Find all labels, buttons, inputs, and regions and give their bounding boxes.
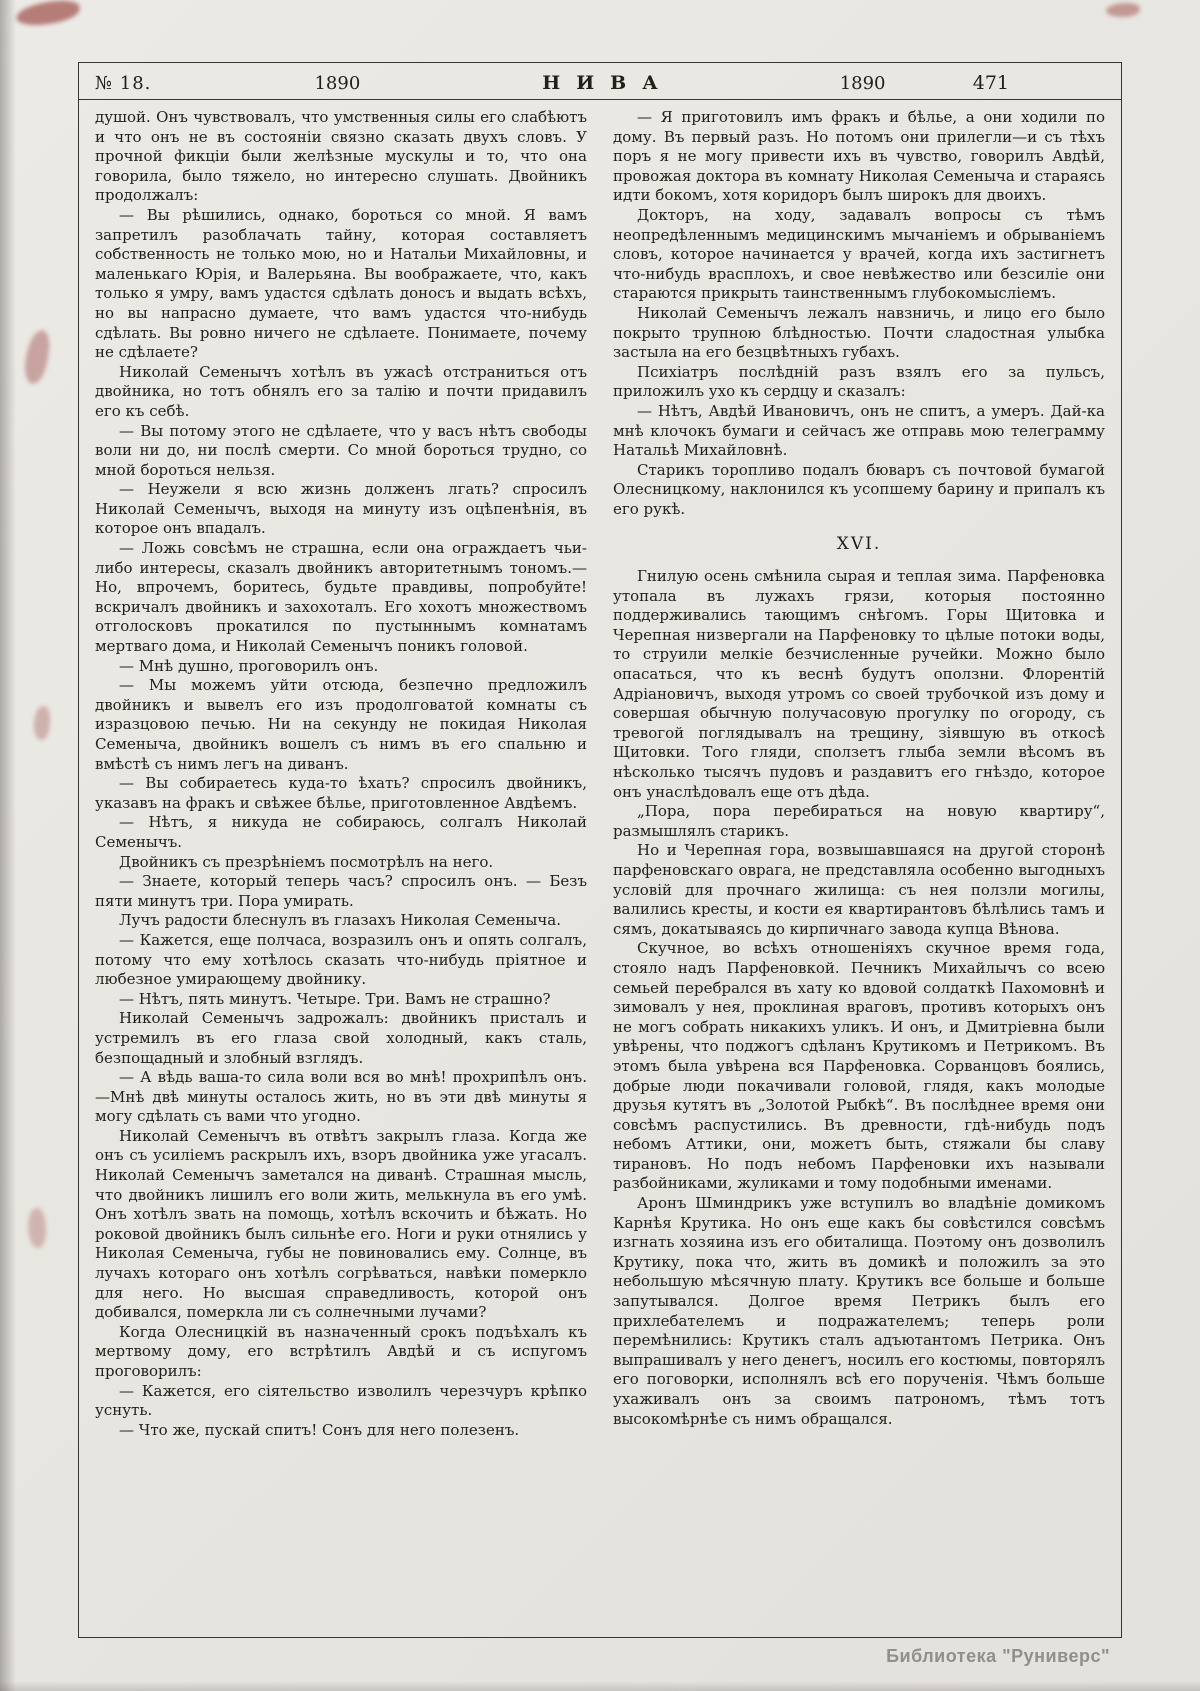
paragraph: Николай Семенычъ задрожалъ: двойникъ присталъ и устремилъ въ его глаза свой холодный, какъ сталь, безпощадный и злобный взглядъ.	[95, 1009, 587, 1067]
paragraph: — Нѣтъ, я никуда не собираюсь, солгалъ Николай Семенычъ.	[95, 813, 587, 851]
paragraph: — Кажется, его сіятельство изволилъ черезчуръ крѣпко уснуть.	[95, 1381, 587, 1420]
ink-stain-artifact	[34, 706, 50, 740]
year-right: 1890	[839, 73, 886, 94]
paragraph: — Что же, пускай спитъ! Сонъ для него полезенъ.	[119, 1420, 520, 1439]
text-columns	[79, 100, 1121, 1620]
paragraph: — Нѣтъ, пять минутъ. Четыре. Три. Вамъ не страшно?	[119, 989, 551, 1008]
paragraph: Николай Семенычъ лежалъ навзничь, и лицо его было покрыто трупною блѣдностью. Почти сладостная улыбка застыла на его безцвѣтныхъ губахъ.	[613, 303, 1105, 362]
section-heading: XVI.	[836, 534, 882, 555]
right-column-top	[613, 108, 1105, 519]
masthead-title: НИВА	[542, 72, 674, 94]
paragraph: — Мы можемъ уйти отсюда, безпечно предложилъ двойникъ и вывелъ его изъ продолговатой комнаты съ изразцовою печью. Ни на секунду не покидая Николая Семеныча, двойникъ вошелъ съ нимъ въ его спальню и вмѣстѣ съ нимъ легъ на диванъ.	[95, 676, 587, 773]
ink-stain-artifact	[26, 1207, 48, 1249]
paragraph: Николай Семенычъ хотѣлъ въ ужасѣ отстраниться отъ двойника, но тотъ обнялъ его за талію и почти придавилъ его къ себѣ.	[95, 362, 587, 420]
left-column	[95, 108, 587, 1620]
library-watermark: Библиотека "Руниверс"	[886, 1646, 1110, 1666]
paragraph: Двойникъ съ презрѣніемъ посмотрѣлъ на него.	[119, 852, 494, 871]
paragraph: — Знаете, который теперь часъ? спросилъ онъ. — Безъ пяти минутъ три. Пора умирать.	[95, 872, 587, 910]
paragraph: душой. Онъ чувствовалъ, что умственныя силы его слабѣютъ и что онъ не въ состояніи связно сказать двухъ словъ. У прочной фикціи были желѣзные мускулы и то, что она говорила, было тяжело, но интересно слушать. Двойникъ продолжалъ:	[95, 108, 587, 205]
paragraph: Старикъ торопливо подалъ бюваръ съ почтовой бумагой Олесницкому, наклонился къ усопшему барину и припалъ къ его рукѣ.	[613, 460, 1105, 518]
paragraph: — Вы рѣшились, однако, бороться со мной. Я вамъ запретилъ разоблачать тайну, которая составляетъ собственность не только мою, но и Натальи Михайловны, и маленькаго Юрія, и Валерьяна. Вы воображаете, что, какъ только я умру, вамъ удастся сдѣлать доносъ и выдать всѣхъ, но вы напрасно думаете, что вамъ удастся что-нибудь сдѣлать. Вы ровно ничего не сдѣлаете. Понимаете, почему не сдѣлаете?	[95, 205, 587, 362]
paragraph: — Я приготовилъ имъ фракъ и бѣлье, а они ходили по дому. Въ первый разъ. Но потомъ они прилегли—и съ тѣхъ поръ я не могу привести ихъ въ чувство, говорилъ Авдѣй, провожая доктора въ комнату Николая Семеныча и стараясь идти бокомъ, хотя коридоръ былъ широкъ для двоихъ.	[613, 108, 1105, 205]
paragraph: — Неужели я всю жизнь долженъ лгать? спросилъ Николай Семенычъ, выходя на минуту изъ оцѣпенѣнія, въ которое онъ впадалъ.	[95, 480, 587, 538]
paragraph: Николай Семенычъ въ отвѣтъ закрылъ глаза. Когда же онъ съ усиліемъ раскрылъ ихъ, взоръ двойника уже угасалъ. Николай Семенычъ заметался на диванѣ. Страшная мысль, что двойникъ лишилъ его воли жить, мелькнула въ его умѣ. Онъ хотѣлъ звать на помощь, хотѣлъ вскочить и бѣжать. Но роковой двойникъ былъ сильнѣе его. Ноги и руки отнялись у Николая Семеныча, губы не повиновались ему. Солнце, въ лучахъ котораго онъ хотѣлъ согрѣваться, навѣки померкло для него. Но высшая справедливость, которой онъ добивался, померкла ли съ солнечными лучами?	[95, 1126, 587, 1322]
paragraph: Докторъ, на ходу, задавалъ вопросы съ тѣмъ неопредѣленнымъ медицинскимъ мычаніемъ и обрываніемъ словъ, которое начинается у врачей, когда ихъ застигнетъ что-нибудь врасплохъ, и свое невѣжество или безсиліе они стараются прикрыть таинственнымъ глубокомысліемъ.	[613, 205, 1105, 303]
paragraph: Гнилую осень смѣнила сырая и теплая зима. Парфеновка утопала въ лужахъ грязи, которыя постоянно поддерживались тающимъ снѣгомъ. Горы Щитовка и Черепная низвергали на Парфеновку то цѣлые потоки воды, то струили мелкіе безчисленные ручейки. Можно было опасаться, что къ веснѣ будутъ оползни. Флорентій Адріановичъ, выходя утромъ со своей трубочкой изъ дому и совершая обычную получасовую прогулку по огороду, съ тревогой поглядывалъ на трещину, зіявшую въ откосѣ Щитовки. Того гляди, сползетъ глыба земли вѣсомъ въ нѣсколько тысячъ пудовъ и раздавитъ его гнѣздо, которое онъ унаслѣдовалъ еще отъ дѣда.	[613, 567, 1105, 801]
paragraph: Аронъ Шминдрикъ уже вступилъ во владѣніе домикомъ Карнѣя Крутика. Но онъ еще какъ бы совѣстился совсѣмъ изгнать хозяина изъ его обиталища. Поэтому онъ дозволилъ Крутику, пока что, жить въ домикѣ и положилъ за это небольшую мѣсячную плату. Крутикъ все больше и больше запутывался. Долгое время Петрикъ былъ его прихлебателемъ и подражателемъ; теперь роли перемѣнились: Крутикъ сталъ адъютантомъ Петрика. Онъ выпрашивалъ у него денегъ, носилъ его костюмы, повторялъ его поговорки, исполнялъ всѣ его порученія. Чѣмъ больше ухаживалъ онъ за своимъ патрономъ, тѣмъ тотъ высокомѣрнѣе съ нимъ обращался.	[613, 1194, 1105, 1428]
paragraph: — Вы собираетесь куда-то ѣхать? спросилъ двойникъ, указавъ на фракъ и свѣжее бѣлье, приготовленное Авдѣемъ.	[95, 774, 587, 812]
paragraph: — Кажется, еще полчаса, возразилъ онъ и опять солгалъ, потому что ему хотѣлось сказать что-нибудь пріятное и любезное умирающему двойнику.	[95, 930, 587, 989]
paragraph: — А вѣдь ваша-то сила воли вся во мнѣ! прохрипѣлъ онъ.—Мнѣ двѣ минуты осталось жить, но въ эти двѣ минуты я могу сдѣлать съ вами что угодно.	[95, 1068, 587, 1126]
paragraph: Скучное, во всѣхъ отношеніяхъ скучное время года, стояло надъ Парфеновкой. Печникъ Михайлычъ со всею семьей перебрался въ хату ко вдовой солдаткѣ Пахомовнѣ и зимовалъ у нея, проклиная враговъ, противъ которыхъ онъ не могъ собрать никакихъ уликъ. И онъ, и Дмитріевна были увѣрены, что поджогъ сдѣланъ Крутикомъ и Петрикомъ. Въ этомъ была увѣрена вся Парфеновка. Сорванцовъ боялись, добрые люди покачивали головой, глядя, какъ молодые друзья кутятъ въ „Золотой Рыбкѣ“. Въ послѣднее время они совсѣмъ распустились. Въ древности, гдѣ-нибудь подъ небомъ Аттики, они, можетъ быть, стяжали бы славу тирановъ. Но подъ небомъ Парфеновки ихъ называли разбойниками, жуликами и тому подобными именами.	[613, 939, 1105, 1193]
paragraph: Лучъ радости блеснулъ въ глазахъ Николая Семеныча.	[119, 911, 561, 930]
page-frame	[78, 62, 1122, 1638]
paragraph: Но и Черепная гора, возвышавшаяся на другой сторонѣ парфеновскаго оврага, не представляла особенно выгодныхъ условій для прочнаго жилища: съ нея ползли могилы, валились кресты, и кости ея квартирантовъ бѣлѣлись тамъ и сямъ, докатываясь до кирпичнаго завода купца Вѣнова.	[613, 841, 1105, 938]
paragraph: Когда Олесницкій въ назначенный срокъ подъѣхалъ къ мертвому дому, его встрѣтилъ Авдѣй и съ испугомъ проговорилъ:	[95, 1322, 587, 1380]
scan-shadow-left	[0, 0, 16, 1691]
ink-stain-artifact	[1106, 3, 1140, 17]
paragraph: — Вы потому этого не сдѣлаете, что у васъ нѣтъ свободы воли ни до, ни послѣ смерти. Со мной бороться трудно, со мной бороться нельзя.	[95, 421, 587, 479]
paragraph: — Ложь совсѣмъ не страшна, если она ограждаетъ чьи-либо интересы, сказалъ двойникъ авторитетнымъ тономъ.—Но, впрочемъ, боритесь, будьте правдивы, попробуйте! вскричалъ двойникъ и захохоталъ. Его хохотъ множествомъ отголосковъ прокатился по пустыннымъ комнатамъ мертваго дома, и Николай Семенычъ поникъ головой.	[95, 539, 587, 656]
right-column-bottom	[613, 567, 1105, 1429]
page-number: 471	[972, 72, 1009, 94]
ink-stain-artifact	[22, 329, 51, 386]
paragraph: — Нѣтъ, Авдѣй Ивановичъ, онъ не спитъ, а умеръ. Дай-ка мнѣ клочокъ бумаги и сейчасъ же отправь мою телеграмму Натальѣ Михайловнѣ.	[613, 401, 1105, 460]
ink-stain-artifact	[15, 0, 81, 28]
right-column	[613, 108, 1105, 1620]
paragraph: „Пора, пора перебираться на новую квартиру“, размышлялъ старикъ.	[613, 802, 1105, 840]
issue-number: № 18.	[95, 73, 152, 94]
paragraph: — Мнѣ душно, проговорилъ онъ.	[119, 656, 379, 675]
scan-shadow-bottom	[0, 1681, 1200, 1691]
year-left: 1890	[314, 73, 361, 94]
paragraph: Психіатръ послѣдній разъ взялъ его за пульсъ, приложилъ ухо къ сердцу и сказалъ:	[613, 362, 1105, 401]
page-header	[79, 63, 1121, 99]
